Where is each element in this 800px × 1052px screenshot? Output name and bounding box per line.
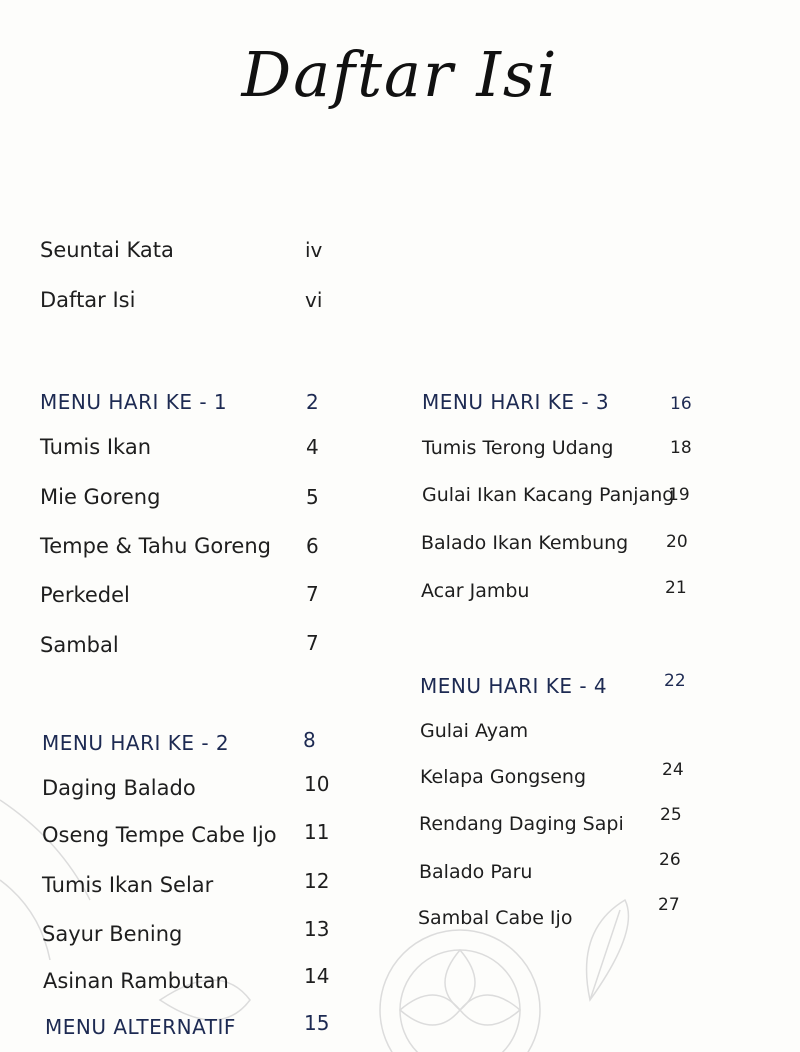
toc-entry-page: 25 bbox=[660, 805, 682, 825]
section-heading: MENU HARI KE - 3 bbox=[422, 390, 610, 414]
section-page: 16 bbox=[670, 394, 692, 414]
toc-entry-label: Mie Goreng bbox=[40, 485, 161, 509]
toc-entry-page: 12 bbox=[304, 869, 330, 893]
toc-entry-label: Oseng Tempe Cabe Ijo bbox=[42, 823, 277, 847]
toc-entry-page: 27 bbox=[658, 895, 680, 915]
page-title: Daftar Isi bbox=[241, 38, 559, 111]
toc-entry-page: 18 bbox=[670, 438, 692, 458]
toc-entry-label: Kelapa Gongseng bbox=[420, 766, 587, 788]
toc-entry-label: Balado Paru bbox=[419, 861, 533, 883]
section-heading: MENU HARI KE - 2 bbox=[42, 731, 230, 755]
toc-entry-page: 6 bbox=[306, 534, 319, 558]
toc-entry-label: Asinan Rambutan bbox=[43, 969, 229, 993]
toc-entry-page: iv bbox=[305, 238, 323, 262]
toc-entry-page: 13 bbox=[304, 917, 330, 941]
section-heading: MENU HARI KE - 1 bbox=[40, 390, 228, 414]
toc-entry-page: 20 bbox=[666, 532, 688, 552]
toc-entry-page: vi bbox=[305, 288, 323, 312]
toc-entry-page: 19 bbox=[668, 485, 690, 505]
toc-entry-page: 21 bbox=[665, 578, 687, 598]
section-page: 8 bbox=[303, 728, 316, 752]
toc-entry-label: Acar Jambu bbox=[421, 580, 530, 602]
toc-entry-page: 14 bbox=[304, 964, 330, 988]
toc-entry-page: 11 bbox=[304, 820, 330, 844]
toc-entry-label: Tumis Terong Udang bbox=[422, 437, 614, 459]
toc-entry-label: Tempe & Tahu Goreng bbox=[40, 534, 271, 558]
toc-entry-label: Rendang Daging Sapi bbox=[419, 813, 624, 835]
section-heading: MENU HARI KE - 4 bbox=[420, 674, 608, 698]
toc-entry-page: 4 bbox=[306, 435, 319, 459]
section-heading: MENU ALTERNATIF bbox=[45, 1015, 236, 1039]
toc-entry-label: Perkedel bbox=[40, 583, 130, 607]
toc-entry-page: 10 bbox=[304, 772, 330, 796]
toc-entry-page: 24 bbox=[662, 760, 684, 780]
section-page: 22 bbox=[664, 671, 686, 691]
toc-entry-label: Balado Ikan Kembung bbox=[421, 532, 629, 554]
toc-entry-label: Seuntai Kata bbox=[40, 238, 174, 262]
toc-entry-page: 26 bbox=[659, 850, 681, 870]
toc-entry-page: 5 bbox=[306, 485, 319, 509]
toc-entry-page: 7 bbox=[306, 631, 319, 655]
toc-entry-page: 7 bbox=[306, 582, 319, 606]
section-page: 15 bbox=[304, 1011, 330, 1035]
toc-entry-label: Sambal bbox=[40, 633, 119, 657]
toc-entry-label: Sambal Cabe Ijo bbox=[418, 907, 573, 929]
toc-entry-label: Daftar Isi bbox=[40, 288, 136, 312]
toc-entry-label: Daging Balado bbox=[42, 776, 196, 800]
toc-entry-label: Gulai Ikan Kacang Panjang bbox=[422, 484, 675, 506]
toc-entry-label: Gulai Ayam bbox=[420, 720, 529, 742]
toc-entry-label: Tumis Ikan bbox=[40, 435, 152, 459]
section-page: 2 bbox=[306, 390, 319, 414]
toc-entry-label: Sayur Bening bbox=[42, 922, 183, 946]
toc-entry-label: Tumis Ikan Selar bbox=[42, 873, 214, 897]
